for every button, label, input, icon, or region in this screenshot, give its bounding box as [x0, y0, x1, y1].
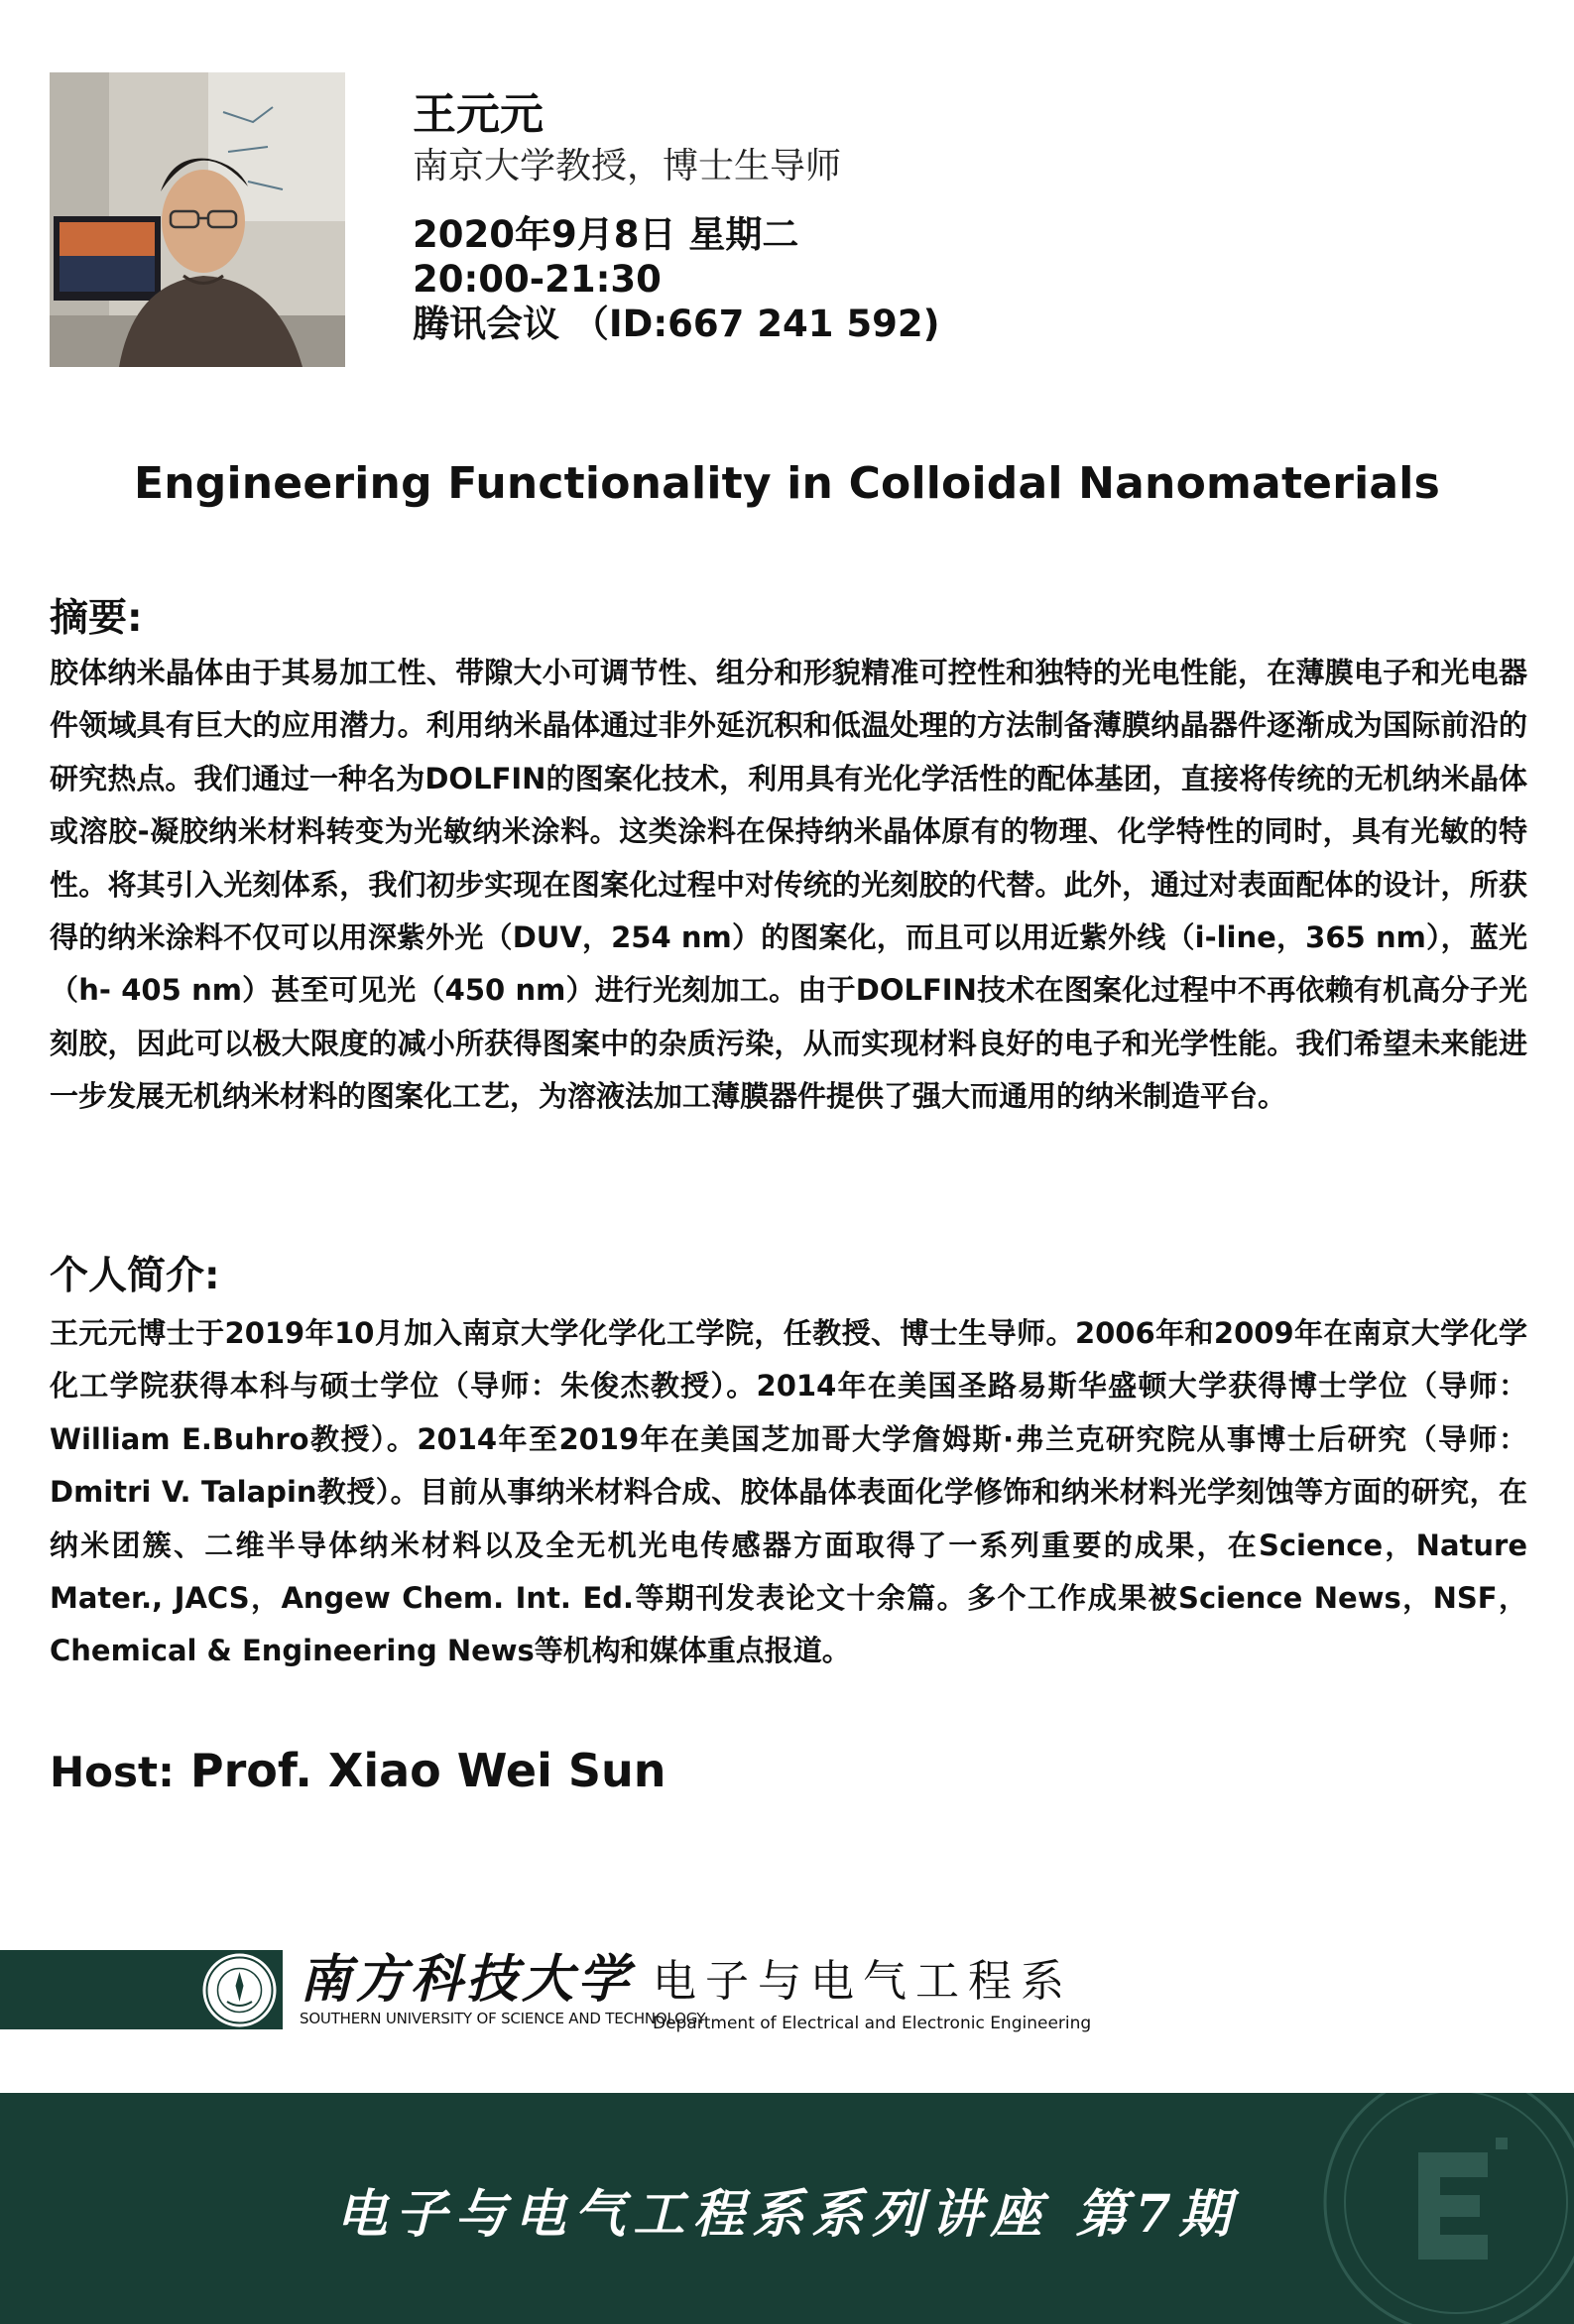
- department-name-cn: 电子与电气工程系: [653, 1956, 1073, 2007]
- abstract-heading: 摘要:: [50, 596, 143, 641]
- speaker-title: 南京大学教授，博士生导师: [413, 146, 842, 186]
- department-name-en: Department of Electrical and Electronic Engineering: [653, 2014, 1092, 2033]
- talk-title: Engineering Functionality in Colloidal Nanomaterials: [134, 458, 1440, 509]
- speaker-name: 王元元: [413, 89, 544, 140]
- talk-time: 20:00-21:30: [413, 258, 662, 301]
- bio-text: 王元元博士于2019年10月加入南京大学化学化工学院，任教授、博士生导师。2006年和2009年在南京大学化学化工学院获得本科与硕士学位（导师：朱俊杰教授）。2014年在美国圣路易斯华盛顿大学获得博士学位（导师：William E.Buhro教授）。2014年至2019年在美国芝加哥大学詹姆斯·弗兰克研究院从事博士后研究（导师：Dmitri V. Talapin教授）。目前从事纳米材料合成、胶体晶体表面化学修饰和纳米材料光学刻蚀等方面的研究，在纳米团簇、二维半导体纳米材料以及全无机光电传感器方面取得了一系列重要的成果，在Science，Nature Mater., JACS，Angew Chem. Int. Ed.等期刊发表论文十余篇。多个工作成果被Science News，NSF，Chemical & Engineering News等机构和媒体重点报道。: [50, 1316, 1527, 1668]
- talk-date: 2020年9月8日 星期二: [413, 213, 799, 256]
- series-title: 电子与电气工程系系列讲座 第7期: [335, 2184, 1239, 2245]
- host: [50, 1744, 666, 1797]
- talk-venue: 腾讯会议 （ID:667 241 592): [413, 303, 940, 345]
- university-logo: [300, 1949, 706, 2027]
- bio-heading: 个人简介:: [50, 1254, 220, 1298]
- footer-banner: [0, 2093, 1574, 2324]
- host-name: Prof. Xiao Wei Sun: [189, 1744, 666, 1797]
- speaker-info: [413, 87, 940, 346]
- department-logo: [653, 1956, 1091, 2033]
- university-seal-icon: [201, 1952, 278, 2028]
- host-label: Host:: [50, 1748, 175, 1796]
- university-name-en: SOUTHERN UNIVERSITY OF SCIENCE AND TECHNOLOGY: [300, 2010, 706, 2027]
- speaker-photo: [50, 72, 345, 367]
- university-name-cn: 南方科技大学: [300, 1949, 634, 2010]
- schedule: [413, 212, 940, 346]
- abstract-text: 胶体纳米晶体由于其易加工性、带隙大小可调节性、组分和形貌精准可控性和独特的光电性能，在薄膜电子和光电器件领域具有巨大的应用潜力。利用纳米晶体通过非外延沉积和低温处理的方法制备薄膜纳晶器件逐渐成为国际前沿的研究热点。我们通过一种名为DOLFIN的图案化技术，利用具有光化学活性的配体基团，直接将传统的无机纳米晶体或溶胶-凝胶纳米材料转变为光敏纳米涂料。这类涂料在保持纳米晶体原有的物理、化学特性的同时，具有光敏的特性。将其引入光刻体系，我们初步实现在图案化过程中对传统的光刻胶的代替。此外，通过对表面配体的设计，所获得的纳米涂料不仅可以用深紫外光（DUV，254 nm）的图案化，而且可以用近紫外线（i-line，365 nm），蓝光（h- 405 nm）甚至可见光（450 nm）进行光刻加工。由于DOLFIN技术在图案化过程中不再依赖有机高分子光刻胶，因此可以极大限度的减小所获得图案中的杂质污染，从而实现材料良好的电子和光学性能。我们希望未来能进一步发展无机纳米材料的图案化工艺，为溶液法加工薄膜器件提供了强大而通用的纳米制造平台。: [50, 656, 1527, 1114]
